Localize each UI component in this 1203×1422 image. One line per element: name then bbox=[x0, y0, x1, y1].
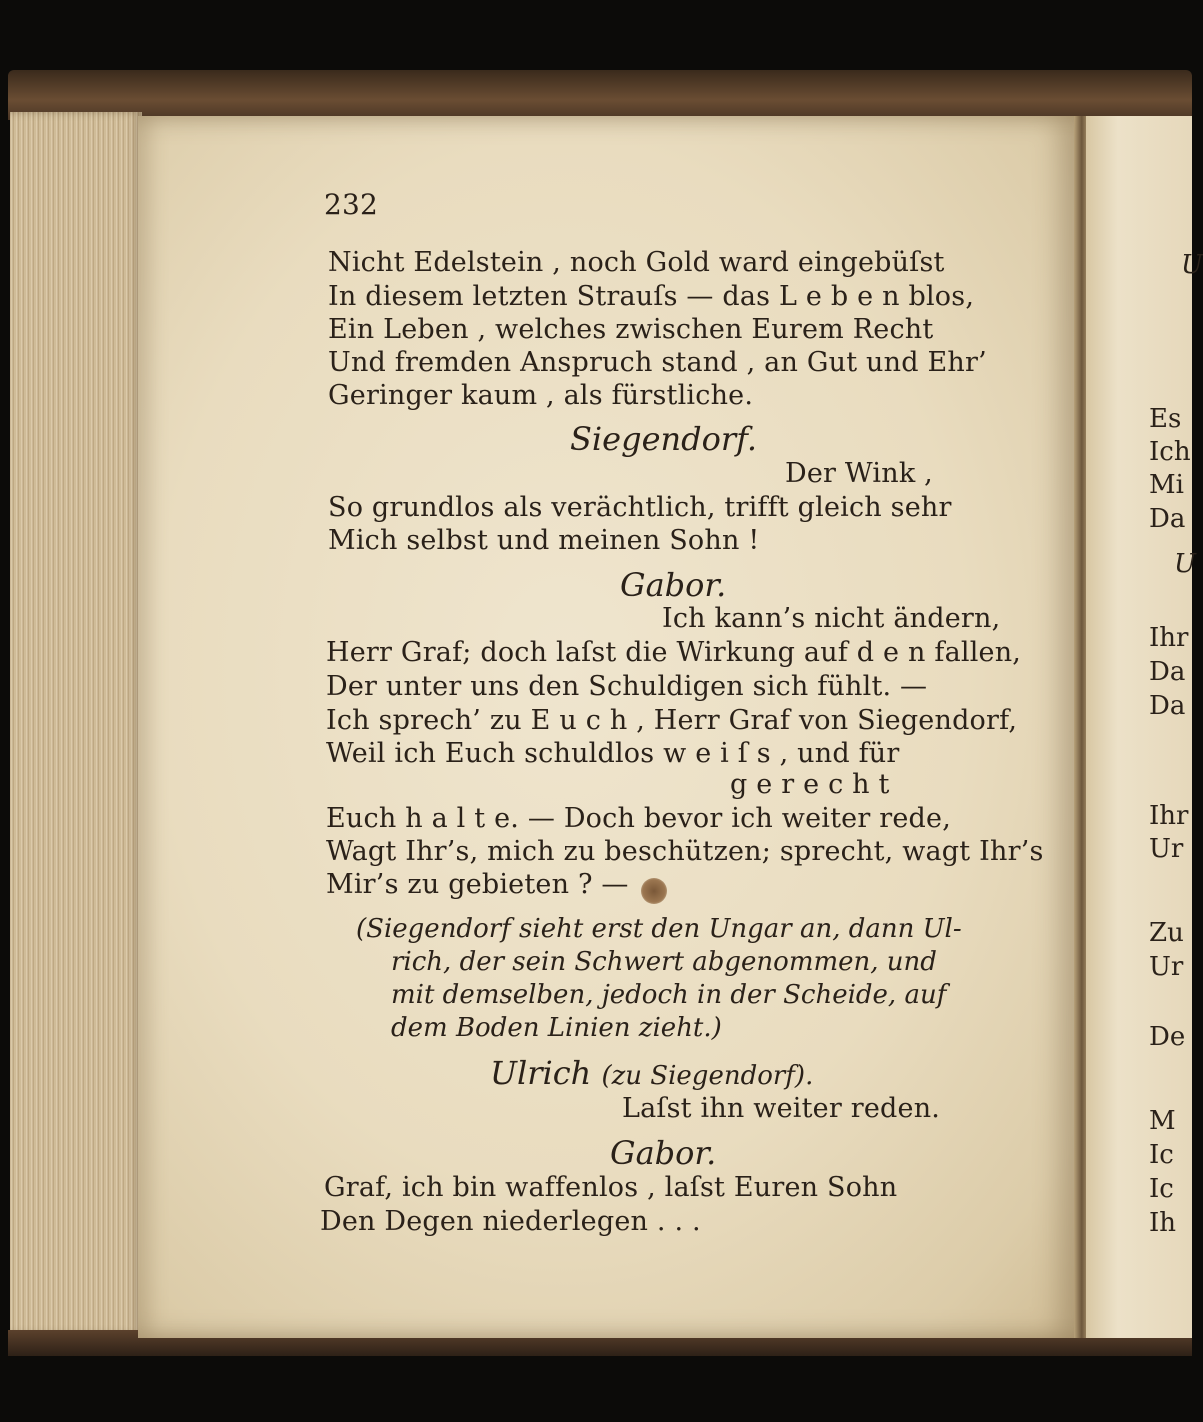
right-page-fragment: Ur bbox=[1149, 834, 1184, 864]
speaker-ulrich bbox=[490, 1054, 813, 1095]
verse-line: Wagt Ihr’s, mich zu beschützen; sprecht, wagt Ihr’s bbox=[326, 836, 1044, 867]
right-page-fragment: Es bbox=[1149, 404, 1182, 434]
ink-stain bbox=[641, 878, 667, 904]
verse-line: Laſst ihn weiter reden. bbox=[622, 1093, 941, 1124]
stage-direction: (Siegendorf sieht erst den Ungar an, dann Ul- bbox=[356, 914, 962, 944]
verse-line: Mich selbst und meinen Sohn ! bbox=[328, 525, 760, 556]
stage-direction: mit demselben, jedoch in der Scheide, auf bbox=[391, 980, 947, 1010]
right-page-fragment: Da bbox=[1149, 504, 1186, 534]
right-page-fragment: Ihr bbox=[1149, 623, 1189, 653]
right-page-edge bbox=[1086, 116, 1203, 1338]
verse-line: Der unter uns den Schuldigen sich fühlt. — bbox=[326, 671, 928, 702]
verse-line: Nicht Edelstein , noch Gold ward eingebüſst bbox=[328, 247, 945, 278]
left-page bbox=[138, 116, 1082, 1338]
verse-line: Den Degen niederlegen . . . bbox=[320, 1206, 701, 1237]
right-page-fragment: Ih bbox=[1149, 1208, 1177, 1238]
verse-line: Der Wink , bbox=[785, 458, 933, 489]
right-page-fragment: Ich bbox=[1149, 437, 1191, 467]
verse-line: Herr Graf; doch laſst die Wirkung auf d e n fallen, bbox=[326, 637, 1022, 668]
verse-line: Und fremden Anspruch stand , an Gut und Ehr’ bbox=[328, 347, 987, 378]
verse-line: So grundlos als verächtlich, trifft gleich sehr bbox=[328, 492, 952, 523]
verse-line: Mir’s zu gebieten ? — bbox=[326, 869, 629, 900]
verse-line: Ich sprech’ zu E u c h , Herr Graf von Siegendorf, bbox=[326, 705, 1018, 736]
stage-direction: rich, der sein Schwert abgenommen, und bbox=[391, 947, 937, 977]
verse-line: Weil ich Euch schuldlos w e i ſ s , und für bbox=[326, 738, 900, 769]
verse-line: Euch h a l t e. — Doch bevor ich weiter rede, bbox=[326, 803, 951, 834]
speaker-siegendorf: Siegendorf. bbox=[570, 420, 758, 458]
verse-line: Ein Leben , welches zwischen Eurem Recht bbox=[328, 314, 934, 345]
right-page-fragment: Mi bbox=[1149, 470, 1184, 500]
page-edges bbox=[10, 112, 142, 1334]
right-page-fragment: Ur bbox=[1149, 952, 1184, 982]
speaker-gabor: Gabor. bbox=[610, 1134, 717, 1172]
right-page-fragment: Ihr bbox=[1149, 801, 1189, 831]
right-page-fragment: U bbox=[1181, 250, 1203, 280]
speaker-gabor: Gabor. bbox=[620, 566, 727, 604]
verse-line: g e r e c h t bbox=[730, 769, 890, 800]
stage-direction: dem Boden Linien zieht.) bbox=[391, 1013, 722, 1043]
verse-line: In diesem letzten Strauſs — das L e b e n blos, bbox=[328, 281, 975, 312]
verse-line: Graf, ich bin waffenlos , laſst Euren Sohn bbox=[324, 1172, 898, 1203]
right-page-fragment: Zu bbox=[1149, 918, 1184, 948]
verse-line: Ich kann’s nicht ändern, bbox=[662, 603, 1001, 634]
right-page-fragment: M bbox=[1149, 1106, 1176, 1136]
right-page-fragment: Da bbox=[1149, 691, 1186, 721]
right-page-fragment: U bbox=[1174, 549, 1196, 579]
speaker-ulrich-direction: (zu Siegendorf). bbox=[601, 1061, 814, 1091]
page-number: 232 bbox=[324, 188, 379, 221]
book-cover-top bbox=[8, 70, 1192, 120]
speaker-ulrich-name: Ulrich bbox=[490, 1054, 592, 1092]
right-page-fragment: De bbox=[1149, 1022, 1186, 1052]
right-page-fragment: Ic bbox=[1149, 1140, 1174, 1170]
verse-line: Geringer kaum , als fürstliche. bbox=[328, 380, 754, 411]
right-page-fragment: Ic bbox=[1149, 1174, 1174, 1204]
right-page-fragment: Da bbox=[1149, 657, 1186, 687]
